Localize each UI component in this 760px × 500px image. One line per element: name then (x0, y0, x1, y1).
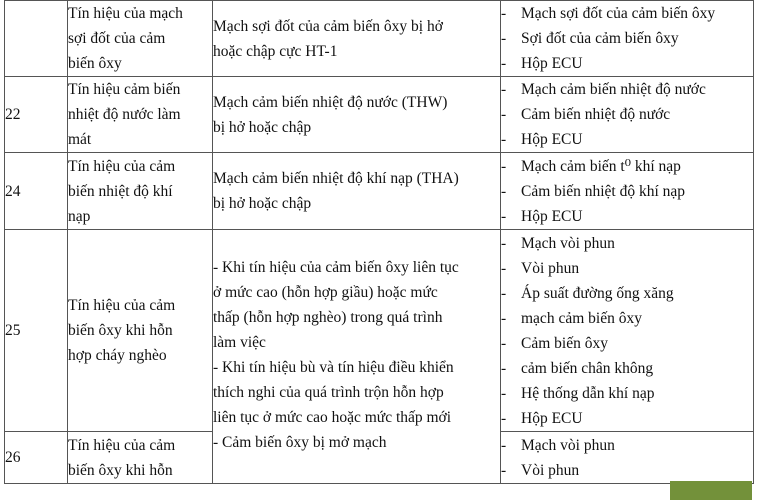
signal-cell (68, 432, 213, 484)
area-item: - Sợi đốt của cảm biến ôxy (501, 30, 679, 47)
condition-cell (213, 1, 501, 77)
condition-line: bị hở hoặc chập (213, 118, 312, 136)
condition-cell (213, 230, 501, 484)
signal-line: Tín hiệu của cảm (68, 157, 176, 175)
condition-cell (213, 153, 501, 230)
condition-line: thích nghi của quá trình trộn hỗn hợp (213, 384, 444, 401)
table-row (5, 77, 754, 153)
signal-line: nạp (68, 207, 91, 225)
code-cell (5, 1, 68, 77)
area-item: - Mạch cảm biến t⁰ khí nạp (501, 157, 681, 175)
area-item: - mạch cảm biến ôxy (501, 309, 642, 327)
area-item: - Mạch cảm biến nhiệt độ nước (501, 81, 706, 98)
signal-line: mát (68, 131, 92, 148)
signal-line: nhiệt độ nước làm (68, 106, 181, 123)
condition-line: ở mức cao (hỗn hợp giầu) hoặc mức (213, 284, 438, 301)
code-cell: 22 (5, 77, 68, 153)
dtc-table (4, 0, 754, 484)
area-item: - Cảm biến ôxy (501, 334, 608, 352)
signal-line: biến ôxy khi hỗn (68, 461, 173, 479)
area-item: - Hộp ECU (501, 131, 583, 148)
area-item: - Hộp ECU (501, 207, 583, 225)
condition-cell (213, 77, 501, 153)
area-item: - Vòi phun (501, 461, 580, 479)
area-item: - Áp suất đường ống xăng (501, 284, 674, 302)
code-cell: 26 (5, 432, 68, 484)
table-row (5, 1, 754, 77)
condition-line: Mạch sợi đốt của cảm biến ôxy bị hở (213, 17, 443, 35)
accent-bar (670, 481, 752, 500)
signal-line: biến ôxy khi hỗn (68, 322, 173, 339)
area-item: - Hộp ECU (501, 409, 583, 427)
signal-line: Tín hiệu của cảm (68, 297, 176, 314)
area-item: - Hệ thống dẫn khí nạp (501, 384, 655, 402)
condition-line: Mạch cảm biến nhiệt độ nước (THW) (213, 93, 448, 111)
area-item: - Cảm biến nhiệt độ khí nạp (501, 182, 686, 200)
signal-line: hợp cháy nghèo (68, 347, 167, 364)
signal-line: sợi đốt của cảm (68, 30, 166, 47)
code-cell: 25 (5, 230, 68, 432)
condition-line: - Khi tín hiệu của cảm biến ôxy liên tục (213, 259, 459, 276)
area-item: - Cảm biến nhiệt độ nước (501, 106, 671, 123)
area-cell (501, 153, 754, 230)
condition-line: bị hở hoặc chập (213, 195, 312, 212)
condition-line: làm việc (213, 334, 266, 351)
condition-line: thấp (hỗn hợp nghèo) trong quá trình (213, 309, 443, 326)
area-item: - Mạch vòi phun (501, 234, 615, 252)
condition-line: - Khi tín hiệu bù và tín hiệu điều khiển (213, 359, 454, 376)
area-cell (501, 230, 754, 432)
area-item: - Mạch vòi phun (501, 436, 615, 454)
table-row (5, 230, 754, 432)
signal-line: Tín hiệu của cảm (68, 436, 176, 454)
code-cell: 24 (5, 153, 68, 230)
area-item: - Mạch sợi đốt của cảm biến ôxy (501, 5, 716, 22)
area-item: - Vòi phun (501, 259, 580, 277)
signal-cell (68, 153, 213, 230)
signal-cell (68, 230, 213, 432)
condition-line: hoặc chập cực HT-1 (213, 42, 338, 60)
area-item: - Hộp ECU (501, 55, 583, 72)
signal-cell (68, 1, 213, 77)
signal-line: biến ôxy (68, 55, 122, 72)
signal-line: Tín hiệu cảm biến (68, 81, 181, 98)
signal-line: Tín hiệu của mạch (68, 5, 183, 22)
signal-line: biến nhiệt độ khí (68, 182, 173, 200)
signal-cell (68, 77, 213, 153)
area-item: - cảm biến chân không (501, 359, 654, 377)
table-row (5, 153, 754, 230)
area-cell (501, 77, 754, 153)
area-cell (501, 1, 754, 77)
area-cell (501, 432, 754, 484)
condition-line: liên tục ở mức cao hoặc mức thấp mới (213, 409, 452, 426)
condition-line: Mạch cảm biến nhiệt độ khí nạp (THA) (213, 170, 459, 187)
condition-line: - Cảm biến ôxy bị mở mạch (213, 434, 387, 451)
